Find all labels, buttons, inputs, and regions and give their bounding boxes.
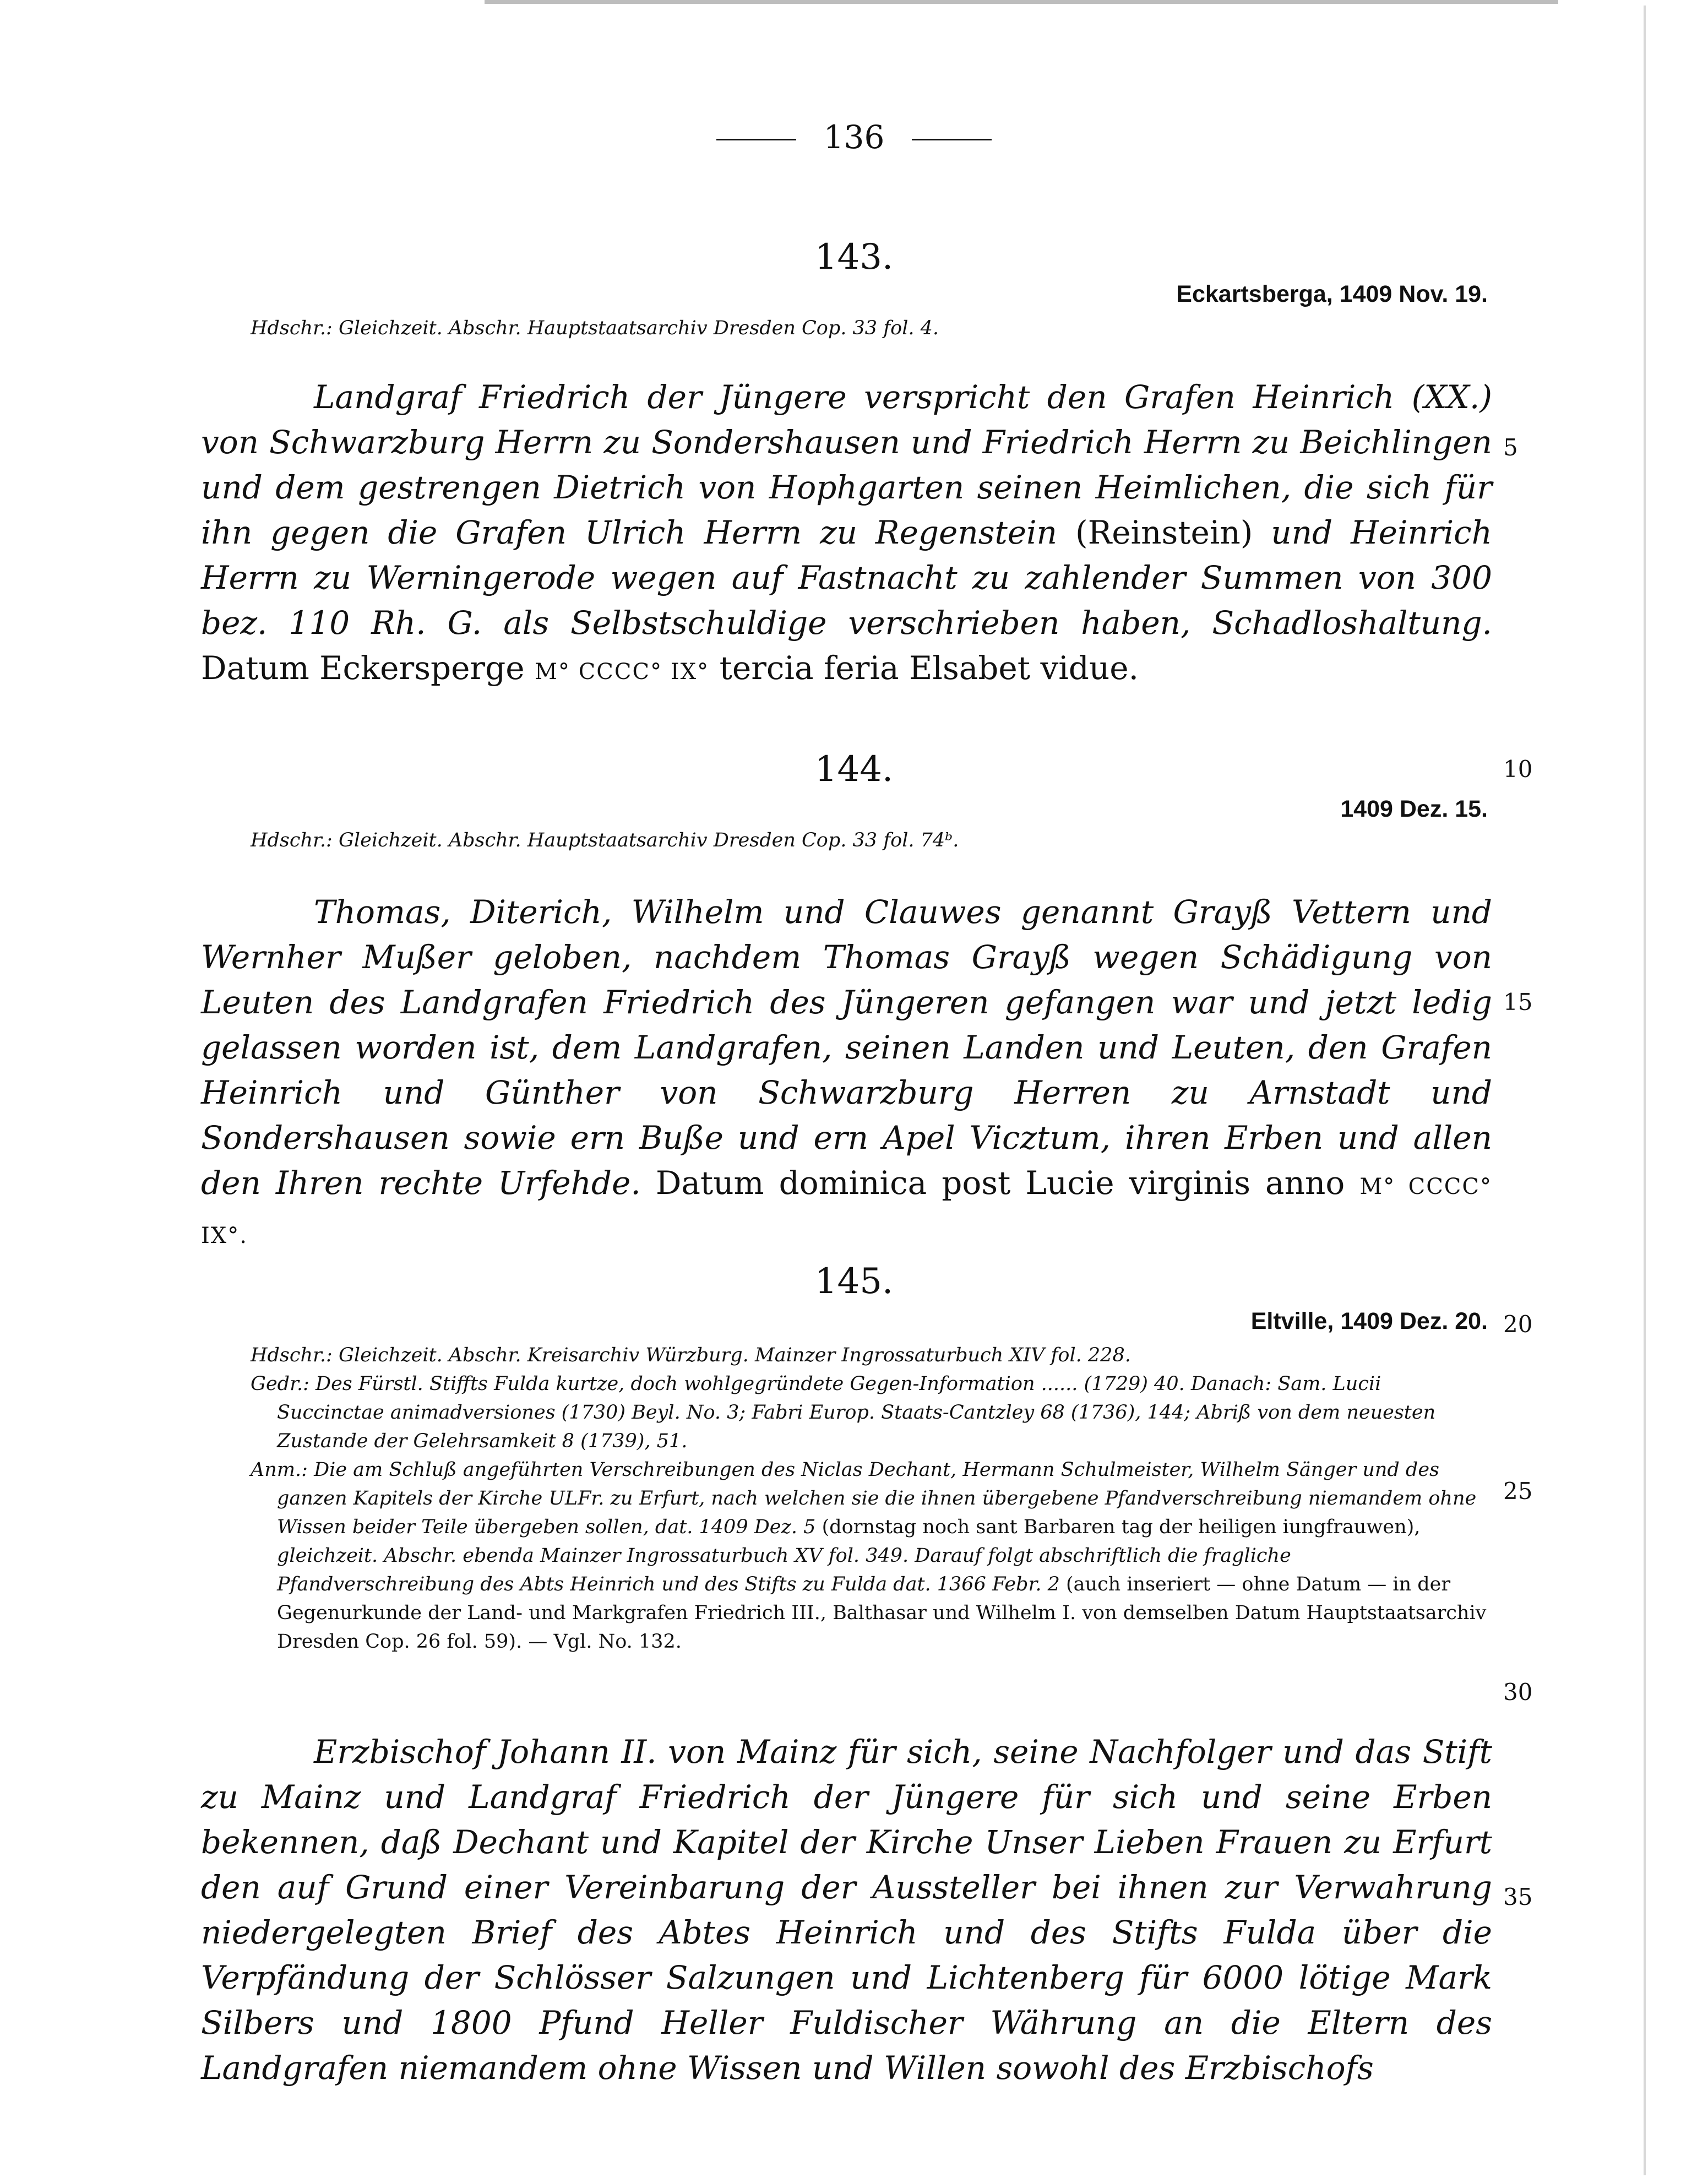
place-date: Eltville, 1409 Dez. 20. <box>1250 1308 1488 1334</box>
regest-paragraph: Thomas, Diterich, Wilhelm und Clauwes genannt Grayß Vettern und Wernher Mußer geloben, nachdem Thomas Grayß wegen Schädigung von Leuten des Landgrafen Friedrich des Jüngeren gefangen war und jetzt ledig gelassen worden ist, dem Landgrafen, seinen Landen und Leuten, den Grafen Heinrich und Günther von Schwarzburg Herren zu Arnstadt und Sondershausen sowie ern Buße und ern Apel Vicztum, ihren Erben und allen den Ihren rechte Urfehde. Datum dominica post Lucie virginis anno M° CCCC° IX°. <box>201 893 1493 1248</box>
anm-note: Anm.: Die am Schluß angeführten Verschreibungen des Niclas Dechant, Hermann Schulmeister, Wilhelm Sänger und des ganzen Kapitels der Kirche ULFr. zu Erfurt, nach welchen sie die ihnen übergebene Pfandverschreibung niemandem ohne Wissen beider Teile übergeben sollen, dat. 1409 Dez. 5 (dornstag noch sant Barbaren tag der heiligen iungfrauwen), gleichzeit. Abschr. ebenda Mainzer Ingrossaturbuch XV fol. 349. Darauf folgt abschriftlich die fragliche Pfandverschreibung des Abts Heinrich und des Stifts zu Fulda dat. 1366 Febr. 2 (auch inseriert — ohne Datum — in der Gegenurkunde der Land- und Markgrafen Friedrich III., Balthasar und Wilhelm I. von demselben Datum Hauptstaatsarchiv Dresden Cop. 26 fol. 59). — Vgl. No. 132. <box>251 1459 1487 1653</box>
page-number: 136 <box>823 118 885 156</box>
header-rule-left <box>716 139 796 140</box>
doc-number: 143. <box>814 237 894 278</box>
scan-edge-right <box>1644 6 1646 2175</box>
regest-paragraph: Erzbischof Johann II. von Mainz für sich, seine Nachfolger und das Stift zu Mainz und Landgraf Friedrich der Jüngere für sich und seine Erben bekennen, daß Dechant und Kapitel der Kirche Unser Lieben Frauen zu Erfurt den auf Grund einer Vereinbarung der Aussteller bei ihnen zur Verwahrung niedergelegten Brief des Abtes Heinrich und des Stifts Fulda über die Verpfändung der Schlösser Salzungen und Lichtenberg für 6000 lötige Mark Silbers und 1800 Pfund Heller Fuldischer Währung an die Eltern des Landgrafen niemandem ohne Wissen und Willen sowohl des Erzbischofs <box>201 1733 1492 2087</box>
header-rule-right <box>912 139 992 140</box>
regest-paragraph: Landgraf Friedrich der Jüngere verspricht den Grafen Heinrich (XX.) von Schwarzburg Herrn zu Sondershausen und Friedrich Herrn zu Beichlingen und dem gestrengen Dietrich von Hophgarten seinen Heimlichen, die sich für ihn gegen die Grafen Ulrich Herrn zu Regenstein (Reinstein) und Heinrich Herrn zu Werningerode wegen auf Fastnacht zu zahlender Summen von 300 bez. 110 Rh. G. als Selbstschuldige verschrieben haben, Schadloshaltung. Datum Eckersperge M° CCCC° IX° tercia feria Elsabet vidue. <box>201 378 1493 687</box>
line-number: 5 <box>1503 434 1518 461</box>
page-header <box>0 118 1708 156</box>
doc-number: 144. <box>814 749 894 790</box>
apparatus <box>251 1341 1489 1656</box>
line-number: 20 <box>1503 1311 1533 1338</box>
line-number: 35 <box>1503 1883 1533 1910</box>
line-number: 15 <box>1503 989 1533 1016</box>
doc-number: 145. <box>814 1261 894 1302</box>
scan-edge-top <box>485 0 1558 4</box>
place-date: Eckartsberga, 1409 Nov. 19. <box>1176 281 1488 307</box>
line-number: 30 <box>1503 1679 1533 1706</box>
hdschr-note: Hdschr.: Gleichzeit. Abschr. Kreisarchiv Würzburg. Mainzer Ingrossaturbuch XIV fol. 228. <box>251 1344 1131 1366</box>
line-number: 10 <box>1503 756 1533 783</box>
source-note: Hdschr.: Gleichzeit. Abschr. Hauptstaatsarchiv Dresden Cop. 33 fol. 74ᵇ. <box>251 829 959 851</box>
regest-text <box>201 374 1492 694</box>
line-number: 25 <box>1503 1478 1533 1505</box>
place-date: 1409 Dez. 15. <box>1340 796 1488 822</box>
gedr-note: Gedr.: Des Fürstl. Stiffts Fulda kurtze, doch wohlgegründete Gegen-Information ...... (1729) 40. Danach: Sam. Lucii Succinctae animadversiones (1730) Beyl. No. 3; Fabri Europ. Staats-Cantzley 68 (1736), 144; Abriß von dem neuesten Zustande der Gelehrsamkeit 8 (1739), 51. <box>251 1373 1436 1452</box>
regest-text <box>201 889 1492 1258</box>
source-note: Hdschr.: Gleichzeit. Abschr. Hauptstaatsarchiv Dresden Cop. 33 fol. 4. <box>251 317 939 339</box>
regest-text <box>201 1729 1492 2090</box>
